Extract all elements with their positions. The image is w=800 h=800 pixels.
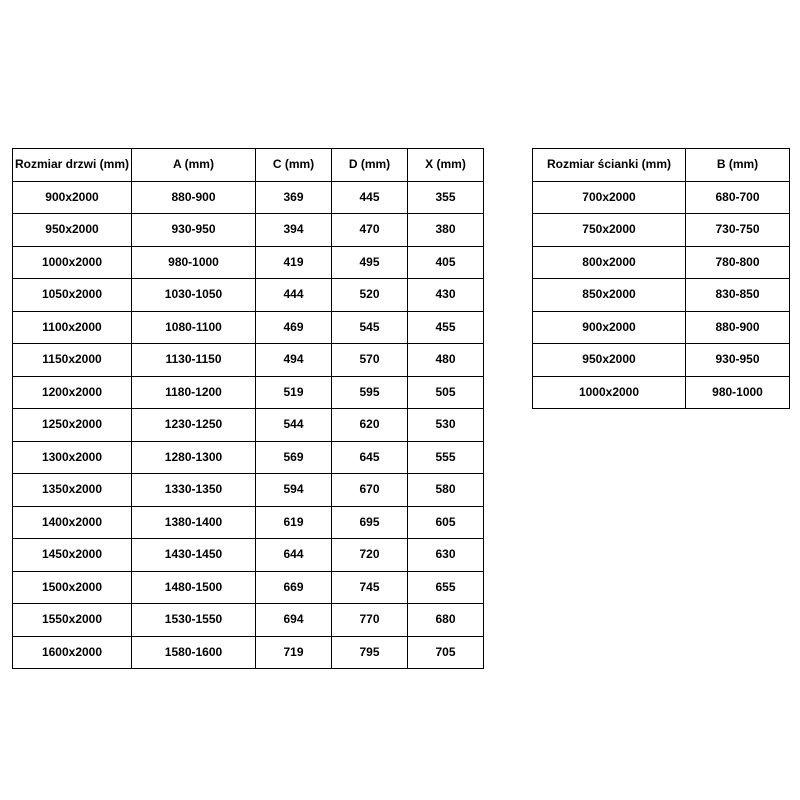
cell-x: 530	[408, 409, 484, 442]
cell-x: 355	[408, 181, 484, 214]
cell-b: 980-1000	[686, 376, 790, 409]
cell-c: 469	[256, 311, 332, 344]
cell-a: 1330-1350	[132, 474, 256, 507]
cell-x: 580	[408, 474, 484, 507]
table-row	[13, 311, 484, 344]
cell-d: 570	[332, 344, 408, 377]
cell-d: 720	[332, 539, 408, 572]
cell-wall-size: 900x2000	[533, 311, 686, 344]
cell-a: 1580-1600	[132, 636, 256, 669]
table-row	[13, 376, 484, 409]
cell-a: 880-900	[132, 181, 256, 214]
cell-a: 980-1000	[132, 246, 256, 279]
cell-door-size: 1050x2000	[13, 279, 132, 312]
cell-door-size: 1100x2000	[13, 311, 132, 344]
cell-c: 594	[256, 474, 332, 507]
cell-x: 630	[408, 539, 484, 572]
cell-c: 494	[256, 344, 332, 377]
cell-a: 1530-1550	[132, 604, 256, 637]
table-row	[533, 311, 790, 344]
table-row	[13, 636, 484, 669]
cell-c: 369	[256, 181, 332, 214]
cell-door-size: 1350x2000	[13, 474, 132, 507]
table-row	[13, 344, 484, 377]
cell-door-size: 1600x2000	[13, 636, 132, 669]
cell-door-size: 1500x2000	[13, 571, 132, 604]
doors-dimensions-table	[12, 148, 484, 669]
cell-x: 405	[408, 246, 484, 279]
cell-a: 1430-1450	[132, 539, 256, 572]
cell-x: 480	[408, 344, 484, 377]
column-header-d: D (mm)	[332, 149, 408, 182]
cell-a: 930-950	[132, 214, 256, 247]
cell-wall-size: 1000x2000	[533, 376, 686, 409]
cell-x: 705	[408, 636, 484, 669]
cell-d: 795	[332, 636, 408, 669]
cell-c: 669	[256, 571, 332, 604]
cell-d: 520	[332, 279, 408, 312]
cell-wall-size: 800x2000	[533, 246, 686, 279]
table-row	[13, 539, 484, 572]
cell-d: 470	[332, 214, 408, 247]
cell-d: 770	[332, 604, 408, 637]
cell-a: 1180-1200	[132, 376, 256, 409]
cell-x: 655	[408, 571, 484, 604]
table-row	[533, 344, 790, 377]
cell-x: 430	[408, 279, 484, 312]
cell-a: 1130-1150	[132, 344, 256, 377]
cell-d: 495	[332, 246, 408, 279]
column-header-b: B (mm)	[686, 149, 790, 182]
table-row	[533, 376, 790, 409]
table-row	[13, 506, 484, 539]
table-header-row	[533, 149, 790, 182]
cell-x: 380	[408, 214, 484, 247]
cell-wall-size: 850x2000	[533, 279, 686, 312]
cell-wall-size: 750x2000	[533, 214, 686, 247]
cell-door-size: 1200x2000	[13, 376, 132, 409]
table-row	[13, 571, 484, 604]
table-row	[533, 181, 790, 214]
cell-x: 605	[408, 506, 484, 539]
cell-door-size: 1300x2000	[13, 441, 132, 474]
cell-door-size: 1000x2000	[13, 246, 132, 279]
cell-b: 830-850	[686, 279, 790, 312]
cell-a: 1230-1250	[132, 409, 256, 442]
cell-d: 545	[332, 311, 408, 344]
column-header-door-size: Rozmiar drzwi (mm)	[13, 149, 132, 182]
cell-x: 555	[408, 441, 484, 474]
table-row	[13, 181, 484, 214]
cell-door-size: 1250x2000	[13, 409, 132, 442]
walls-dimensions-table-container	[532, 148, 790, 409]
cell-b: 680-700	[686, 181, 790, 214]
cell-c: 419	[256, 246, 332, 279]
cell-door-size: 1450x2000	[13, 539, 132, 572]
cell-c: 569	[256, 441, 332, 474]
cell-d: 670	[332, 474, 408, 507]
column-header-wall-size: Rozmiar ścianki (mm)	[533, 149, 686, 182]
cell-b: 730-750	[686, 214, 790, 247]
cell-a: 1080-1100	[132, 311, 256, 344]
table-row	[13, 604, 484, 637]
cell-c: 694	[256, 604, 332, 637]
table-row	[13, 474, 484, 507]
column-header-c: C (mm)	[256, 149, 332, 182]
table-row	[13, 409, 484, 442]
cell-d: 695	[332, 506, 408, 539]
cell-c: 544	[256, 409, 332, 442]
cell-c: 444	[256, 279, 332, 312]
cell-a: 1030-1050	[132, 279, 256, 312]
cell-d: 445	[332, 181, 408, 214]
cell-door-size: 950x2000	[13, 214, 132, 247]
table-row	[13, 214, 484, 247]
cell-c: 719	[256, 636, 332, 669]
table-row	[533, 279, 790, 312]
cell-a: 1380-1400	[132, 506, 256, 539]
column-header-a: A (mm)	[132, 149, 256, 182]
cell-b: 930-950	[686, 344, 790, 377]
table-row	[13, 441, 484, 474]
cell-x: 680	[408, 604, 484, 637]
cell-door-size: 1150x2000	[13, 344, 132, 377]
cell-c: 644	[256, 539, 332, 572]
doors-dimensions-table-container	[12, 148, 484, 669]
cell-d: 595	[332, 376, 408, 409]
table-row	[13, 246, 484, 279]
cell-x: 505	[408, 376, 484, 409]
table-row	[13, 279, 484, 312]
table-row	[533, 214, 790, 247]
cell-x: 455	[408, 311, 484, 344]
cell-d: 645	[332, 441, 408, 474]
cell-c: 619	[256, 506, 332, 539]
cell-c: 519	[256, 376, 332, 409]
cell-b: 880-900	[686, 311, 790, 344]
cell-door-size: 900x2000	[13, 181, 132, 214]
cell-wall-size: 950x2000	[533, 344, 686, 377]
cell-b: 780-800	[686, 246, 790, 279]
cell-c: 394	[256, 214, 332, 247]
cell-door-size: 1400x2000	[13, 506, 132, 539]
cell-d: 620	[332, 409, 408, 442]
walls-dimensions-table	[532, 148, 790, 409]
cell-a: 1280-1300	[132, 441, 256, 474]
cell-a: 1480-1500	[132, 571, 256, 604]
table-header-row	[13, 149, 484, 182]
cell-d: 745	[332, 571, 408, 604]
table-row	[533, 246, 790, 279]
cell-wall-size: 700x2000	[533, 181, 686, 214]
cell-door-size: 1550x2000	[13, 604, 132, 637]
column-header-x: X (mm)	[408, 149, 484, 182]
